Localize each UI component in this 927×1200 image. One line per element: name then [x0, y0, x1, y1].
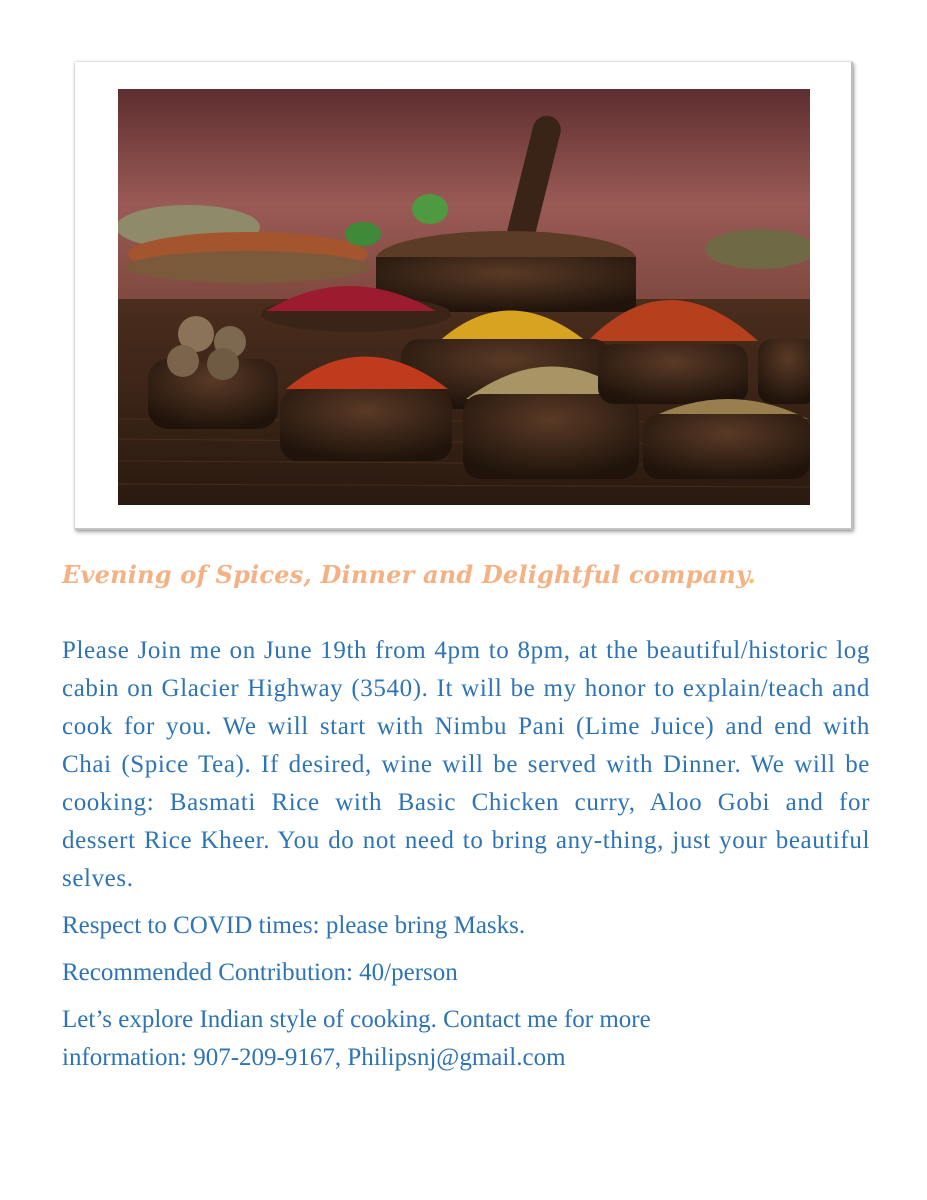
- covid-note: Respect to COVID times: please bring Masks.: [62, 912, 526, 939]
- title-period: .: [747, 560, 756, 589]
- invitation-paragraph: Please Join me on June 19th from 4pm to 8pm, at the beautiful/historic log cabin on Glacier Highway (3540). It will be my honor to explain/teach and cook for you. We will start with Nimbu Pani (Lime Juice) and end with Chai (Spice Tea). If desired, wine will be served with Dinner. We will be cooking: Basmati Rice with Basic Chicken curry, Aloo Gobi and for dessert Rice Kheer. You do not need to bring any-thing, just your beautiful selves.: [62, 637, 870, 892]
- closing-line-2: information: 907-209-9167, Philipsnj@gmail.com: [62, 1044, 566, 1071]
- closing-line-1: Let’s explore Indian style of cooking. Contact me for more: [62, 1006, 651, 1033]
- event-title-text: Evening of Spices, Dinner and Delightful company: [62, 560, 748, 589]
- photo-frame: [75, 62, 853, 530]
- spices-photo: [118, 89, 810, 505]
- event-title: [62, 560, 882, 589]
- spices-photo-icon: [118, 89, 810, 505]
- invitation-body: [62, 632, 870, 1077]
- contribution-note: Recommended Contribution: 40/person: [62, 959, 458, 986]
